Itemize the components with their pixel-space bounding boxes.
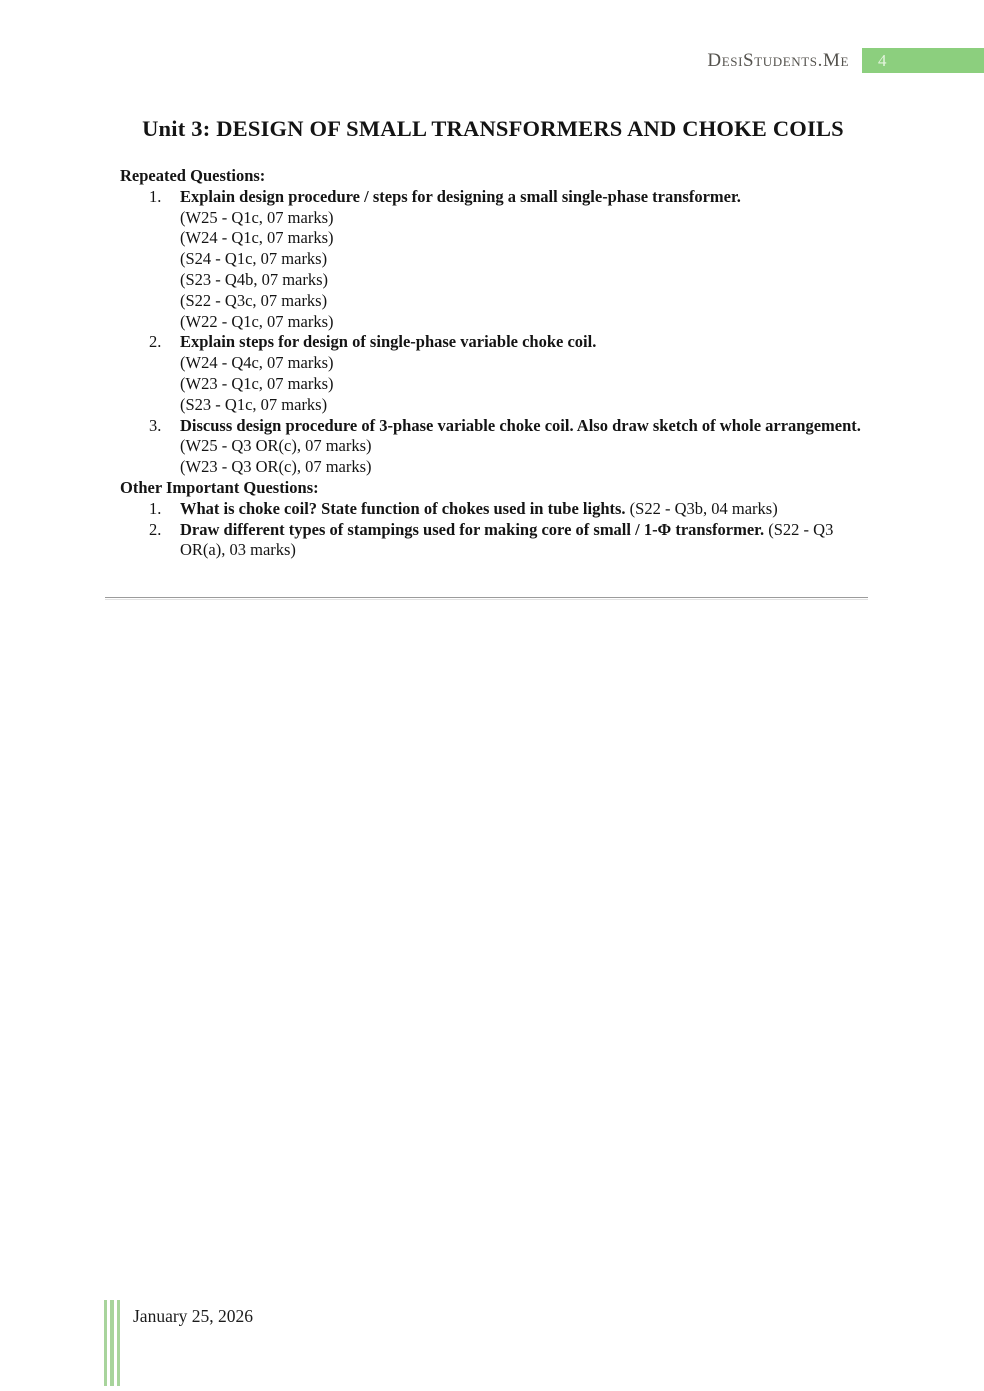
marks-line: (W25 - Q1c, 07 marks): [180, 207, 334, 227]
question-item: [120, 332, 868, 415]
marks-line: (S23 - Q4b, 07 marks): [180, 269, 329, 289]
item-body: [180, 520, 868, 562]
item-number: 2.: [149, 519, 162, 539]
section-heading: Other Important Questions:: [120, 477, 319, 497]
decorative-green-stripes-icon: [104, 1300, 120, 1386]
marks-line: (W25 - Q3 OR(c), 07 marks): [180, 436, 372, 456]
item-body: [180, 332, 868, 415]
item-number: 1.: [149, 186, 162, 206]
question-item: [120, 187, 868, 333]
item-body: [180, 499, 868, 520]
question-item: [120, 416, 868, 478]
marks-line: (W23 - Q1c, 07 marks): [180, 373, 334, 393]
question-text: What is choke coil? State function of chokes used in tube lights.: [180, 498, 626, 518]
question-text: Draw different types of stampings used for making core of small / 1-Φ transformer.: [180, 519, 765, 539]
marks-line: (S24 - Q1c, 07 marks): [180, 249, 328, 269]
question-item: [120, 520, 868, 562]
item-body: [180, 416, 868, 478]
section-heading: Repeated Questions:: [120, 166, 266, 185]
page-number-badge: 4: [862, 48, 984, 73]
page-header: [0, 48, 984, 73]
question-text: Explain design procedure / steps for designing a small single-phase transformer.: [180, 186, 741, 206]
marks-line: (S22 - Q3c, 07 marks): [180, 290, 328, 310]
questions-area: [120, 166, 868, 561]
page-title: Unit 3: DESIGN OF SMALL TRANSFORMERS AND CHOKE COILS: [142, 116, 844, 141]
marks-line: (W22 - Q1c, 07 marks): [180, 311, 334, 331]
item-number: 2.: [149, 332, 162, 352]
marks-line: (W23 - Q3 OR(c), 07 marks): [180, 457, 372, 477]
marks-line: (W24 - Q1c, 07 marks): [180, 228, 334, 248]
question-item: [120, 499, 868, 520]
footer-date: January 25, 2026: [133, 1306, 254, 1326]
question-text: Explain steps for design of single-phase variable choke coil.: [180, 332, 597, 352]
marks-line: (W24 - Q4c, 07 marks): [180, 353, 334, 373]
inline-marks: (S22 - Q3 OR(a), 03 marks): [180, 519, 834, 560]
inline-marks: (S22 - Q3b, 04 marks): [629, 498, 778, 518]
item-number: 3.: [149, 415, 162, 435]
section-divider: [105, 597, 868, 600]
question-text: Discuss design procedure of 3-phase variable choke coil. Also draw sketch of whole arrangement.: [180, 415, 861, 435]
site-name: DesiStudents.Me: [707, 49, 849, 71]
marks-line: (S23 - Q1c, 07 marks): [180, 394, 328, 414]
item-number: 1.: [149, 498, 162, 518]
item-body: [180, 187, 868, 333]
